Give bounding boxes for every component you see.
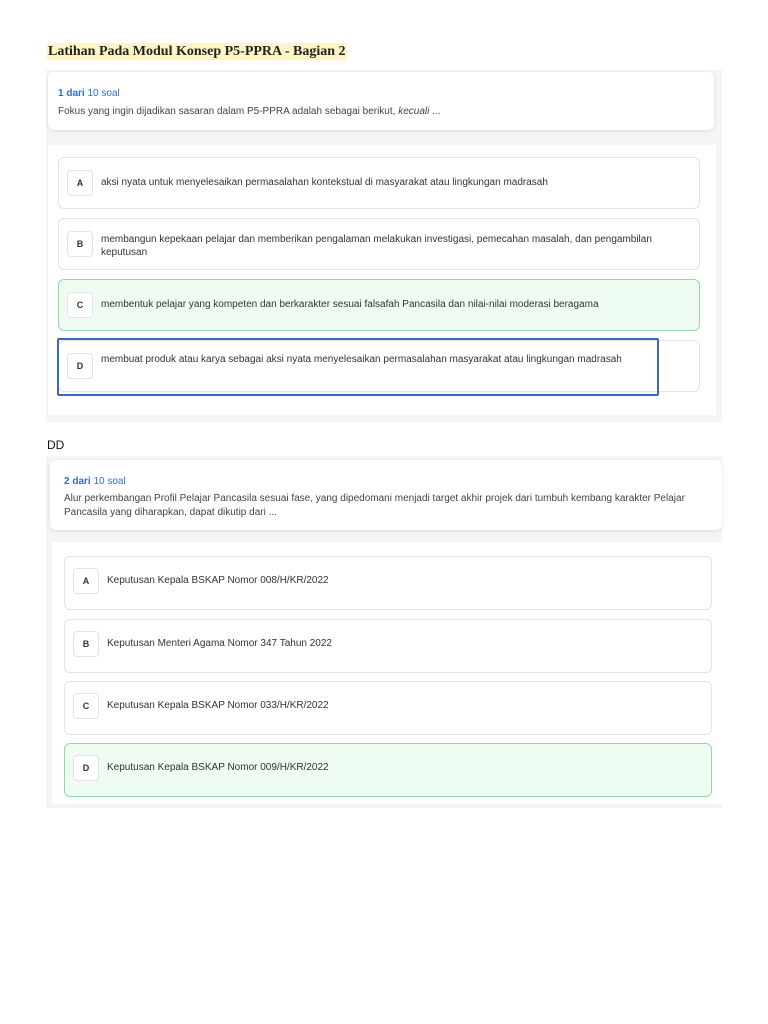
- question-counter-total: 10 soal: [84, 88, 120, 99]
- question-counter-current: 1 dari: [58, 88, 85, 99]
- question-counter-total: 10 soal: [90, 476, 126, 487]
- question-counter: [58, 88, 120, 99]
- option-text: membuat produk atau karya sebagai aksi nyata menyelesaikan permasalahan masyarakat atau lingkungan madrasah: [101, 354, 622, 365]
- option-letter: C: [67, 292, 93, 318]
- option-letter: A: [73, 568, 99, 594]
- option-text: Keputusan Kepala BSKAP Nomor 033/H/KR/2022: [107, 700, 329, 711]
- option-letter: D: [67, 353, 93, 379]
- option-c-correct[interactable]: [58, 279, 700, 331]
- option-letter: B: [73, 631, 99, 657]
- option-text: aksi nyata untuk menyelesaikan permasalahan kontekstual di masyarakat atau lingkungan madrasah: [101, 177, 548, 188]
- question-2-card: [50, 460, 722, 530]
- question-counter: [64, 476, 126, 487]
- option-letter: D: [73, 755, 99, 781]
- question-text-emphasis: kecuali: [398, 106, 430, 117]
- option-text: Keputusan Kepala BSKAP Nomor 008/H/KR/2022: [107, 575, 329, 586]
- question-2-section: [46, 456, 722, 808]
- option-d[interactable]: [58, 340, 700, 392]
- option-a[interactable]: [58, 157, 700, 209]
- option-text: membangun kepekaan pelajar dan memberikan pengalaman melakukan investigasi, pemecahan masalah, dan pengambilan keputusan: [101, 234, 652, 258]
- option-b[interactable]: [58, 218, 700, 270]
- option-a[interactable]: [64, 556, 712, 610]
- option-text: Keputusan Kepala BSKAP Nomor 009/H/KR/2022: [107, 762, 329, 773]
- question-counter-current: 2 dari: [64, 476, 91, 487]
- question-text: [58, 105, 704, 119]
- question-2-options-panel: [52, 542, 722, 804]
- question-text-main: Fokus yang ingin dijadikan sasaran dalam P5-PPRA adalah sebagai berikut,: [58, 106, 399, 117]
- question-text-tail: ...: [429, 106, 441, 117]
- option-text: Keputusan Menteri Agama Nomor 347 Tahun 2022: [107, 638, 332, 649]
- note-text: DD: [47, 438, 65, 452]
- question-1-section: [46, 70, 722, 422]
- option-c[interactable]: [64, 681, 712, 735]
- question-text: Alur perkembangan Profil Pelajar Pancasila sesuai fase, yang dipedomani menjadi target akhir projek dari tumbuh kembang karakter Pelajar Pancasila yang diharapkan, dapat dikutip dari ...: [64, 493, 685, 518]
- option-text: membentuk pelajar yang kompeten dan berkarakter sesuai falsafah Pancasila dan nilai-nilai moderasi beragama: [101, 299, 599, 310]
- option-d-correct[interactable]: [64, 743, 712, 797]
- question-1-card: [48, 72, 714, 130]
- option-letter: C: [73, 693, 99, 719]
- option-letter: A: [67, 170, 93, 196]
- option-letter: B: [67, 231, 93, 257]
- question-1-options-panel: [48, 145, 716, 415]
- document-title: Latihan Pada Modul Konsep P5-PPRA - Bagian 2: [48, 44, 346, 59]
- option-b[interactable]: [64, 619, 712, 673]
